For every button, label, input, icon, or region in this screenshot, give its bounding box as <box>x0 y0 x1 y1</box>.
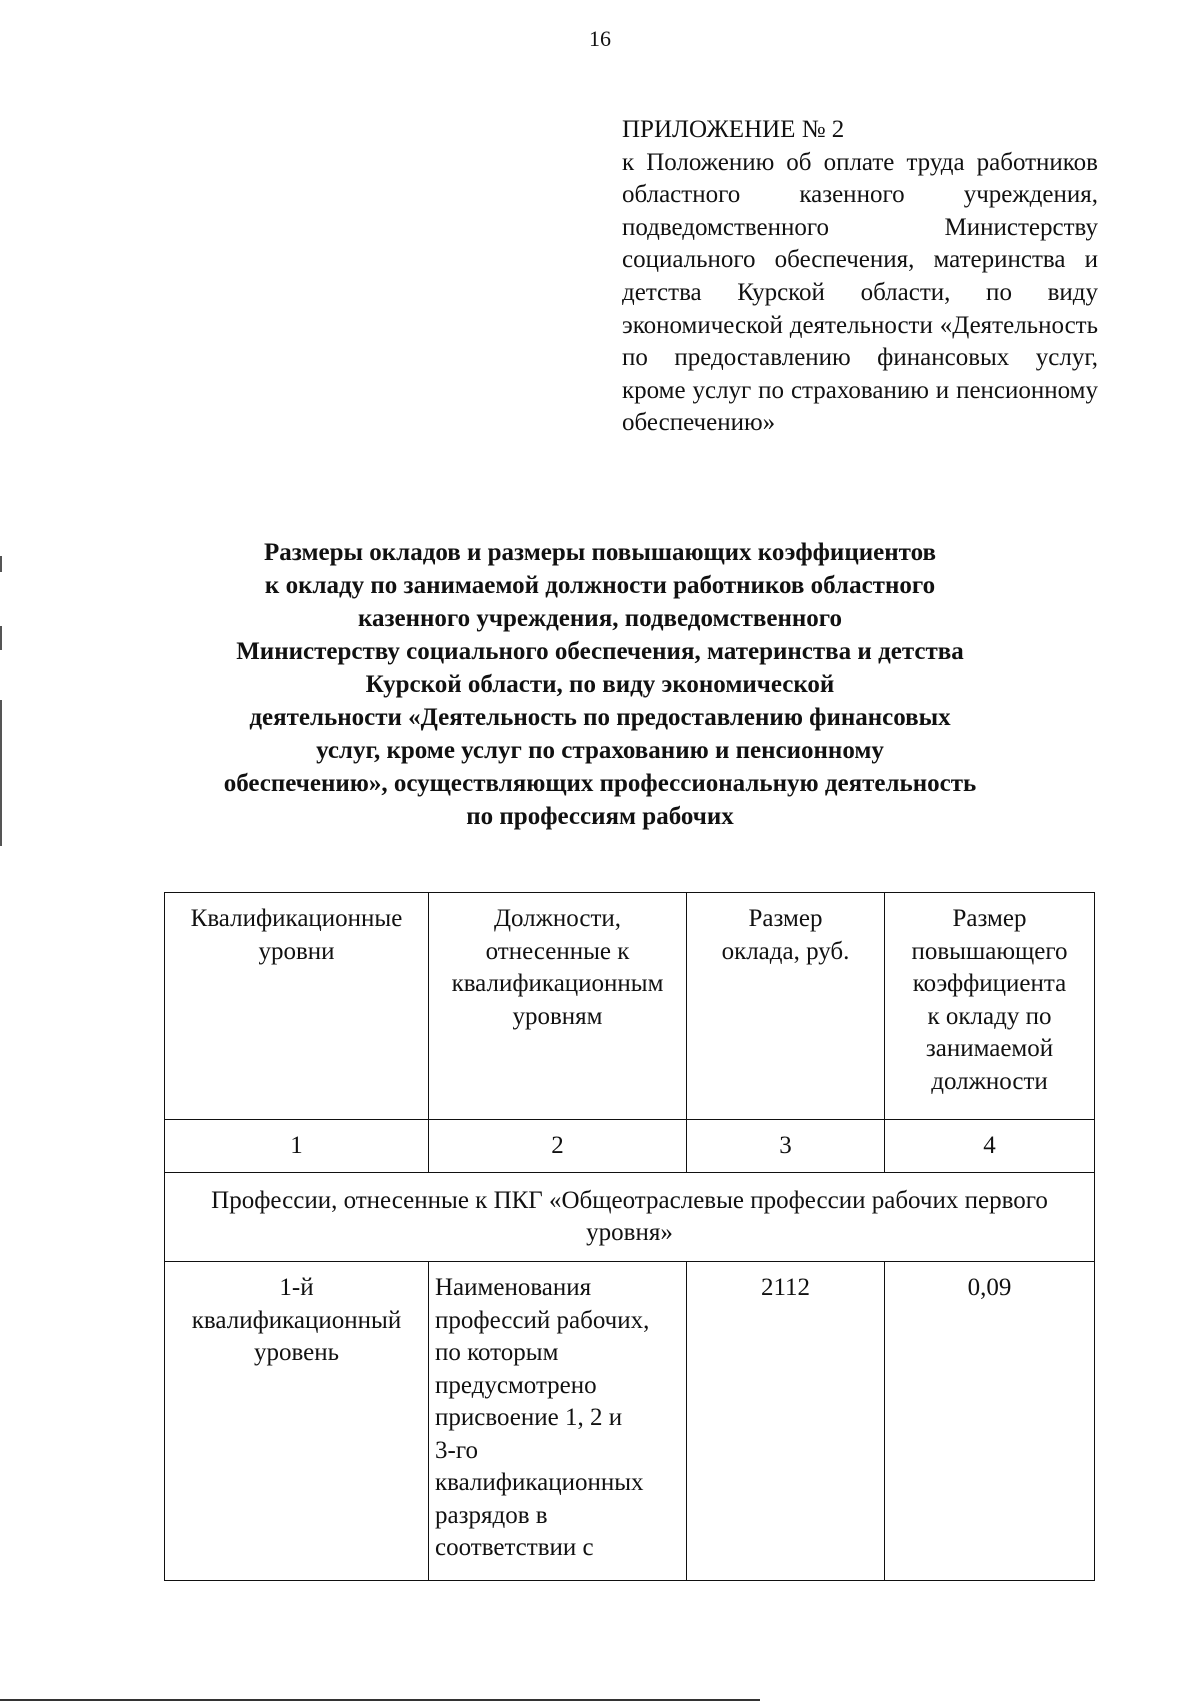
column-number-cell: 3 <box>687 1120 885 1173</box>
table-row <box>165 1262 1095 1581</box>
title-line: услуг, кроме услуг по страхованию и пенсионному <box>316 737 884 764</box>
appendix-block <box>622 114 1098 440</box>
header-cell: Размер оклада, руб. <box>687 893 885 1120</box>
title-line: деятельности «Деятельность по предоставлению финансовых <box>249 704 951 731</box>
scan-margin-mark <box>0 556 2 572</box>
column-number-cell: 1 <box>165 1120 429 1173</box>
header-cell: Должности, отнесенные к квалификационным уровням <box>429 893 687 1120</box>
title-line: Курской области, по виду экономической <box>365 671 835 698</box>
column-number-cell: 4 <box>885 1120 1095 1173</box>
page-number: 16 <box>589 26 611 51</box>
scan-bottom-line <box>0 1699 760 1701</box>
level-cell: 1-й квалификационный уровень <box>165 1262 429 1581</box>
title-line: обеспечению», осуществляющих профессиональную деятельность <box>223 770 977 797</box>
appendix-text: к Положению об оплате труда работников областного казенного учреждения, подведомственного Министерству социального обеспечения, материнства и детства Курской области, по виду экономической деятельности «Деятельность по предоставлению финансовых услуг, кроме услуг по страхованию и пенсионному обеспечению» <box>622 148 1098 437</box>
title-line: Размеры окладов и размеры повышающих коэффициентов <box>264 539 936 566</box>
header-cell: Квалификационные уровни <box>165 893 429 1120</box>
scan-margin-mark <box>0 700 2 846</box>
document-title <box>170 536 1030 833</box>
coefficient-cell: 0,09 <box>885 1262 1095 1581</box>
column-number-cell: 2 <box>429 1120 687 1173</box>
title-line: к окладу по занимаемой должности работников областного <box>264 572 936 599</box>
group-title-cell: Профессии, отнесенные к ПКГ «Общеотраслевые профессии рабочих первого уровня» <box>165 1173 1095 1262</box>
salary-cell: 2112 <box>687 1262 885 1581</box>
scan-margin-mark <box>0 626 2 650</box>
column-number-row <box>165 1120 1095 1173</box>
positions-cell: Наименования профессий рабочих, по которым предусмотрено присвоение 1, 2 и 3-го квалификационных разрядов в соответствии с <box>429 1262 687 1581</box>
title-line: Министерству социального обеспечения, материнства и детства <box>236 638 964 665</box>
header-cell: Размер повышающего коэффициента к окладу по занимаемой должности <box>885 893 1095 1120</box>
title-line: казенного учреждения, подведомственного <box>357 605 843 632</box>
table-header-row <box>165 893 1095 1120</box>
title-line: по профессиям рабочих <box>466 803 734 830</box>
appendix-title: ПРИЛОЖЕНИЕ № 2 <box>622 116 845 143</box>
group-title-row <box>165 1173 1095 1262</box>
rates-table <box>164 892 1095 1581</box>
